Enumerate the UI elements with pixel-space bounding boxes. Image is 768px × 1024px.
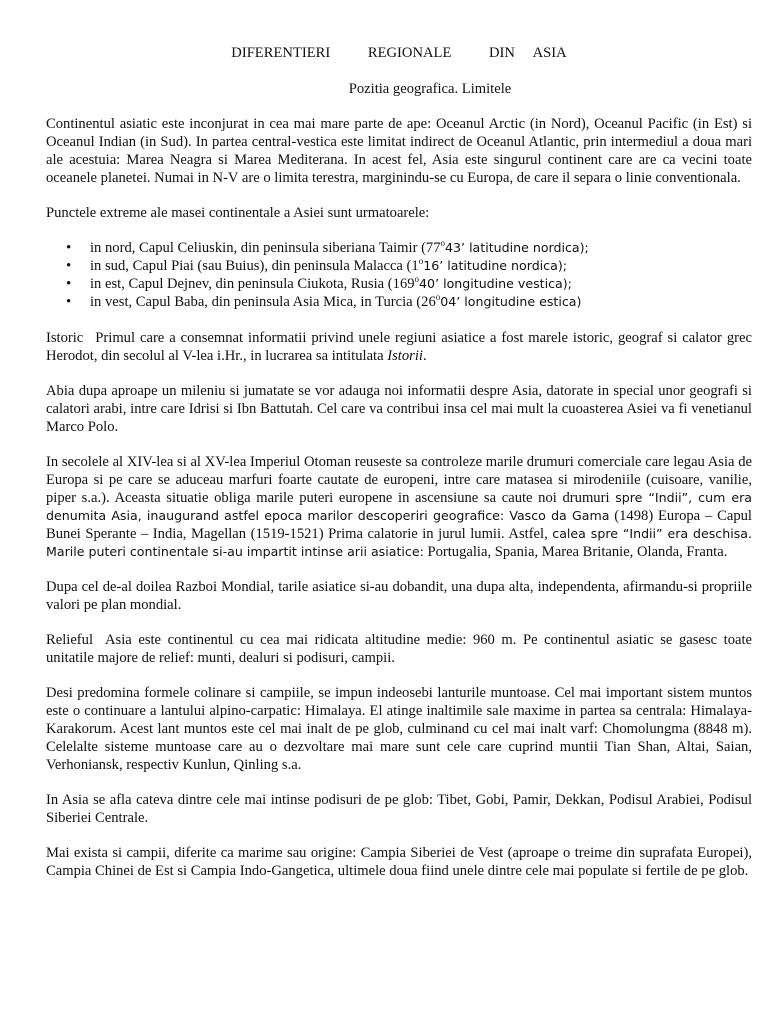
title-word: DIN (489, 45, 515, 61)
paragraph-relief: Relieful Asia este continentul cu cea mai ridicata altitudine medie: 960 m. Pe continentul asiatic se gasesc toate unitatile majore de relief: munti, dealuri si podisuri, campii. (46, 632, 752, 666)
title-word: REGIONALE (367, 45, 452, 61)
paragraph-centuries: In secolele al XIV-lea si al XV-lea Imperiul Otoman reuseste sa controleze marile drumuri comerciale care legau Asia de Europa si pe care se aduceau marfuri foarte cautate de europeni, intre care matasea si mirodeniile (cuisoare, vanilie, piper s.a.). Aceasta situatie obliga marile puteri europene in ascensiune sa caute noi drumuri spre “Indii”, cum era denumita Asia, inaugurand astfel epoca marilor descoperiri geografice: Vasco da Gama (1498) Europa – Capul Bunei Sperante – India, Magellan (1519-1521) Prima calatorie in jurul lumii. Astfel, calea spre “Indii” era deschisa. Marile puteri continentale si-au impartit intinse arii asiatice: Portugalia, Spania, Marea Britanie, Olanda, Franta. (46, 454, 752, 560)
paragraph-boundaries: Continentul asiatic este inconjurat in cea mai mare parte de ape: Oceanul Arctic (in Nord), Oceanul Pacific (in Est) si Oceanul Indian (in Sud). In partea central-vestica este limitat indirect de Oceanul Atlantic, prin intermediul a doua mari ale acestuia: Marea Neagra si Marea Mediterana. In acest fel, Asia este singurul continent care are ca vecini toate oceanele planetei. Numai in N-V are o limita terestra, marginindu-se cu Europa, de care il separa o linie conventionala. (46, 116, 752, 186)
list-item: • in vest, Capul Baba, din peninsula Asia Mica, in Turcia (26$^o$04’ longitudine estica) (90, 293, 752, 311)
list-item: • in nord, Capul Celiuskin, din peninsula siberiana Taimir (77$^o$43’ latitudine nordica); (90, 239, 752, 257)
title-word: ASIA (532, 45, 567, 61)
document-title (46, 44, 752, 62)
paragraph-history: Istoric Primul care a consemnat informatii privind unele regiuni asiatice a fost marele istoric, geograf si calator grec Herodot, din secolul al V-lea i.Hr., in lucrarea sa intitulata Istorii. (46, 330, 752, 364)
paragraph-world-war: Dupa cel de-al doilea Razboi Mondial, tarile asiatice si-au dobandit, una dupa alta, independenta, afirmandu-si propriile valori pe plan mondial. (46, 579, 752, 613)
list-item: • in sud, Capul Piai (sau Buius), din peninsula Malacca (1$^o$16’ latitudine nordica); (90, 257, 752, 275)
relief-label: Relieful (46, 632, 94, 648)
paragraph-plateaus: In Asia se afla cateva dintre cele mai intinse podisuri de pe glob: Tibet, Gobi, Pamir, Dekkan, Podisul Arabiei, Podisul Siberiei Centrale. (46, 792, 752, 826)
paragraph-extremes-intro: Punctele extreme ale masei continentale a Asiei sunt urmatoarele: (46, 205, 430, 221)
paragraph-millennium: Abia dupa aproape un mileniu si jumatate se vor adauga noi informatii despre Asia, datorate in special unor geografi si calatori arabi, intre care Idrisi si Ibn Battutah. Cel care va contribui insa cel mai mult la cuoasterea Asiei va fi venetianul Marco Polo. (46, 383, 752, 435)
section-subtitle: Pozitia geografica. Limitele (348, 81, 512, 97)
paragraph-mountains: Desi predomina formele colinare si campiile, se impun indeosebi lanturile muntoase. Cel mai important sistem muntos este o continuare a lantului alpino-carpatic: Himalaya. El atinge inaltimile sale maxime in partea sa centrala: Himalaya-Karakorum. Acest lant muntos este cel mai inalt de pe glob, culminand cu cel mai inalt varf: Chomolungma (8848 m). Celelalte sisteme muntoase care au o dezvoltare mai mare sunt cele care cuprind muntii Tian Shan, Altai, Saian, Verhoniansk, respectiv Kunlun, Qinling s.a. (46, 685, 752, 773)
document-page (46, 44, 752, 897)
list-item: • in est, Capul Dejnev, din peninsula Ciukota, Rusia (169$^o$40’ longitudine vestica); (90, 275, 752, 293)
history-label: Istoric (46, 330, 84, 346)
paragraph-plains: Mai exista si campii, diferite ca marime sau origine: Campia Siberiei de Vest (aproape o treime din suprafata Europei), Campia Chinei de Est si Campia Indo-Gangetica, ultimele doua fiind unele dintre cele mai populate si fertile de pe glob. (46, 845, 752, 879)
extreme-points-list (46, 239, 752, 311)
title-word: DIFERENTIERI (231, 45, 331, 61)
work-title: Istorii (387, 348, 423, 364)
